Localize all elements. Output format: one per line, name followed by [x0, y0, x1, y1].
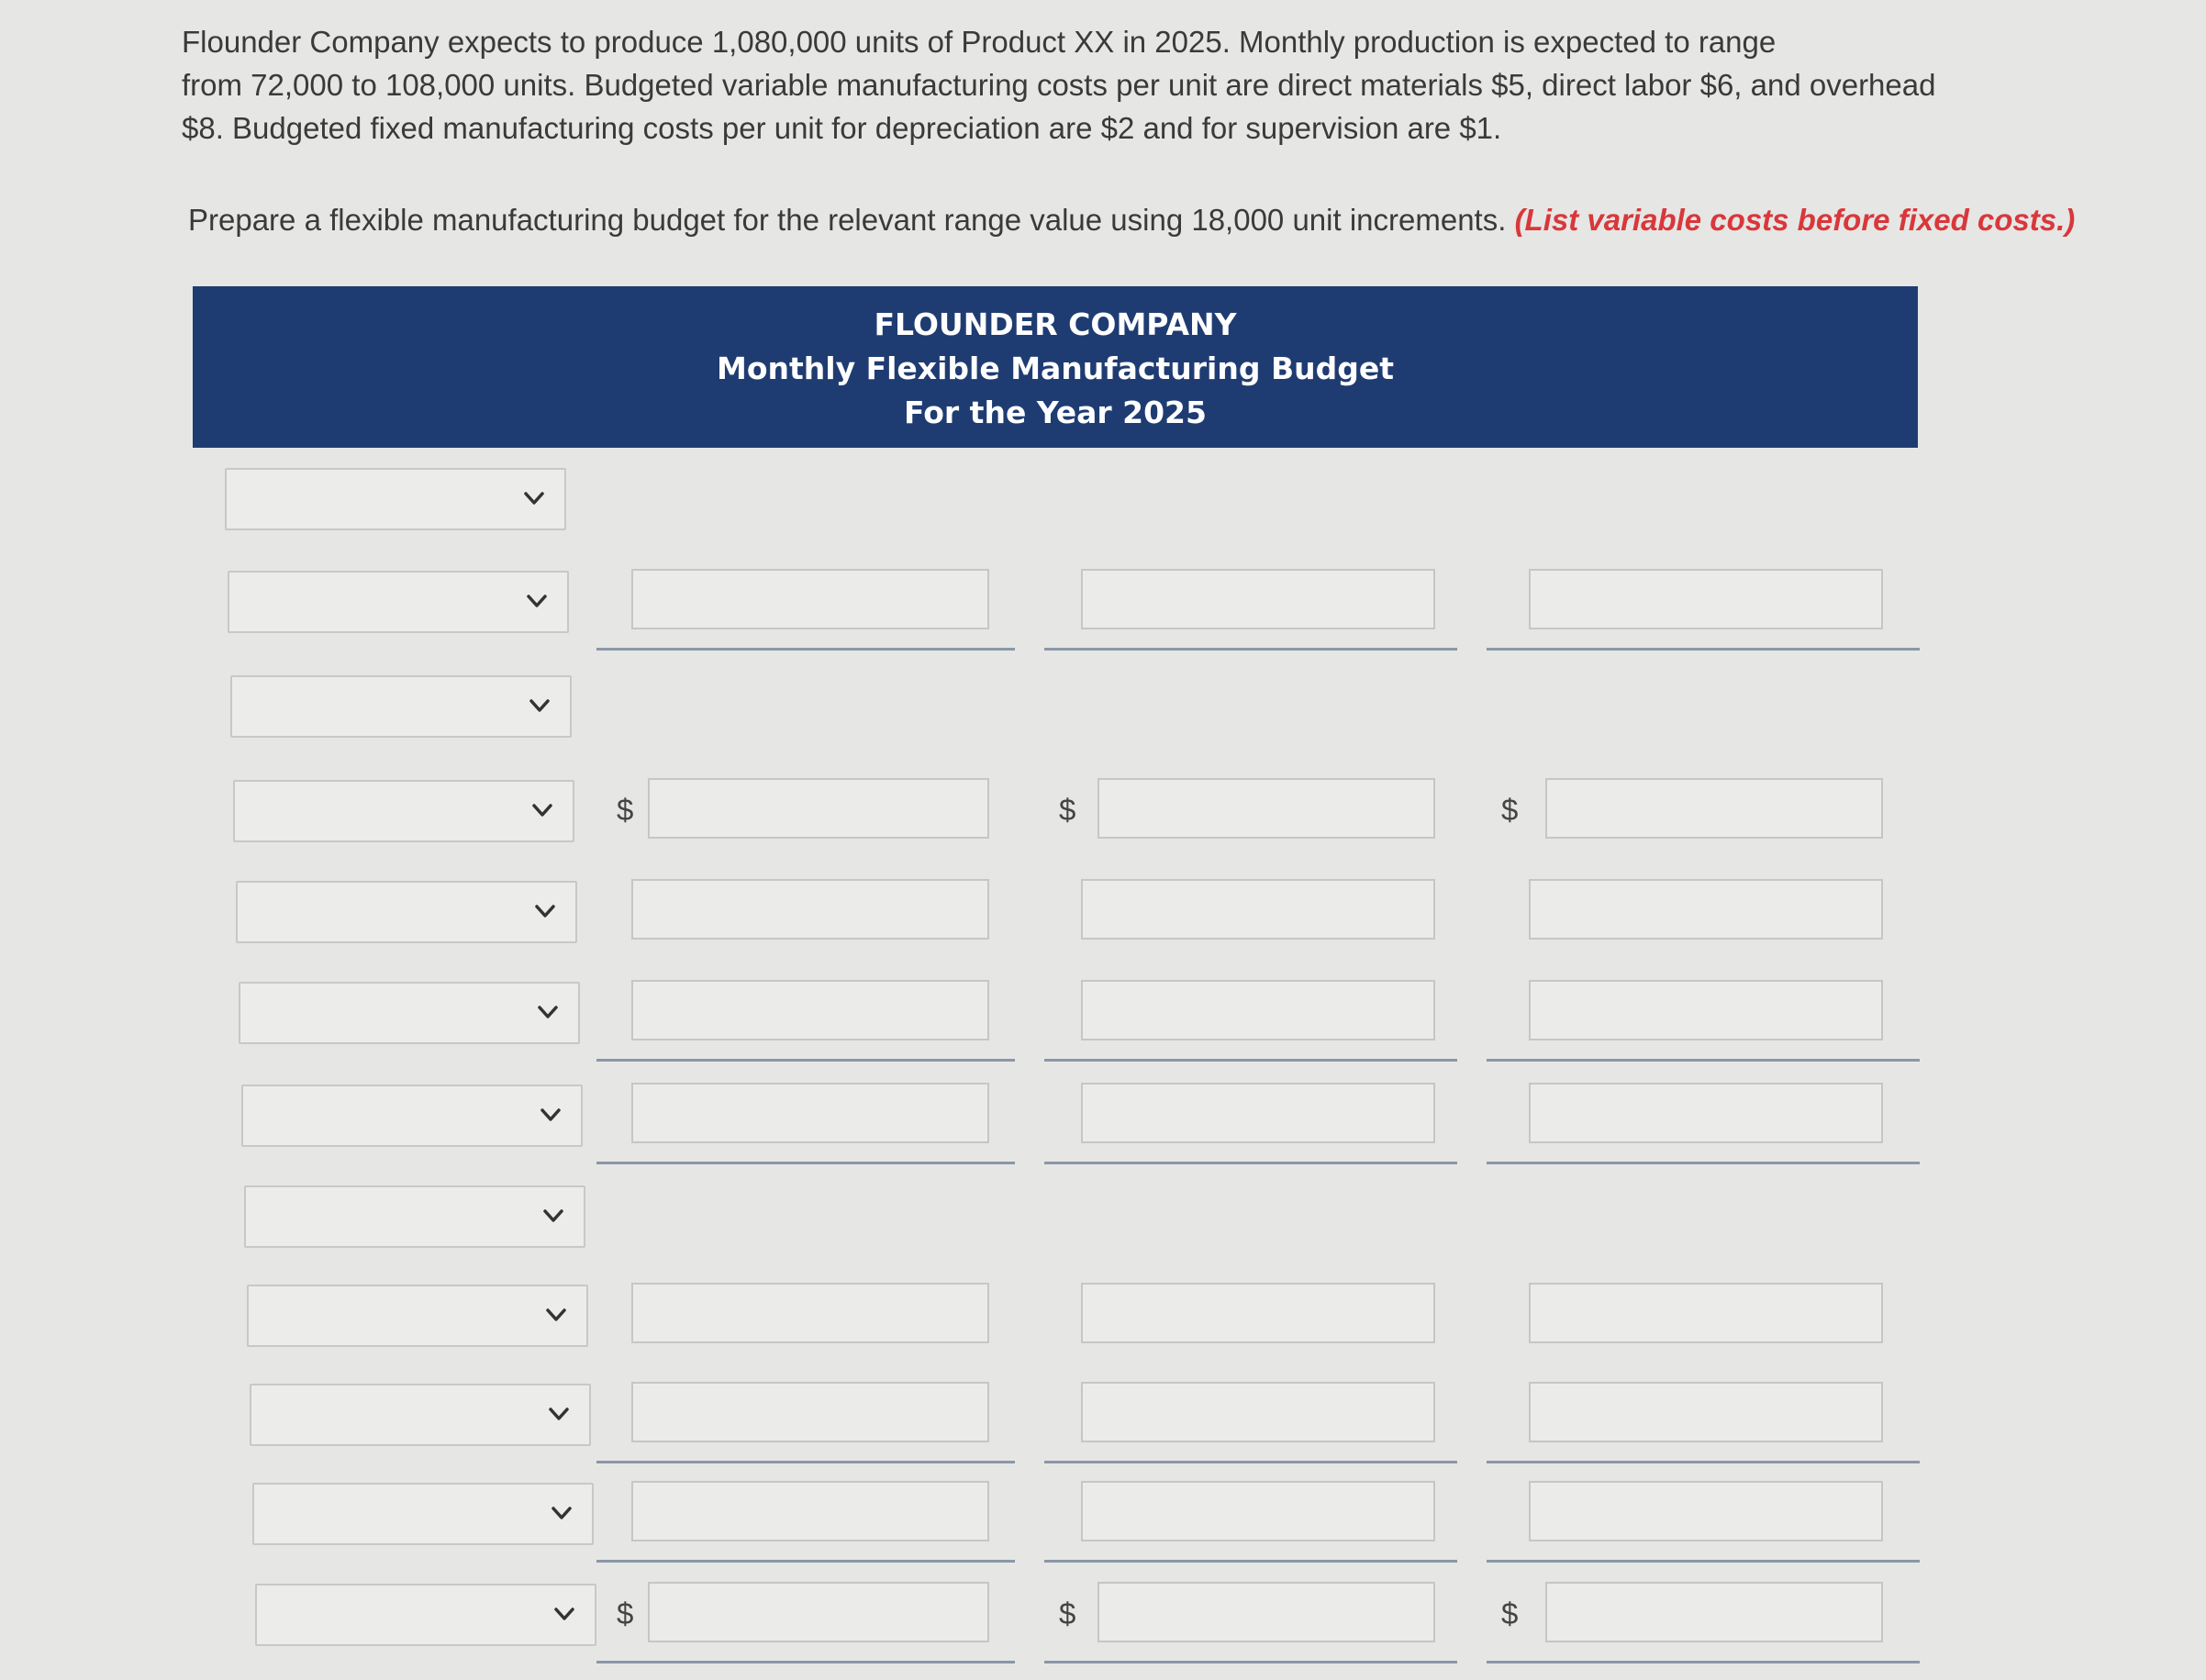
row-6-amount-input-3[interactable] [1529, 980, 1883, 1040]
row-4-label-select[interactable] [233, 780, 574, 842]
currency-symbol: $ [1059, 1597, 1076, 1630]
chevron-down-icon [545, 1400, 573, 1428]
total-rule [596, 1162, 1015, 1164]
chevron-down-icon [523, 587, 551, 615]
instruction [188, 198, 2161, 241]
row-12-amount-input-2[interactable] [1097, 1582, 1435, 1642]
total-rule [1487, 1059, 1920, 1062]
row-7-amount-input-1[interactable] [631, 1083, 989, 1143]
row-4-amount-input-2[interactable] [1097, 778, 1435, 839]
chevron-down-icon [537, 1101, 564, 1129]
row-10-amount-input-1[interactable] [631, 1382, 989, 1442]
row-11-amount-input-2[interactable] [1081, 1481, 1435, 1541]
instruction-hint: (List variable costs before fixed costs.) [1514, 203, 2076, 237]
row-2-amount-input-1[interactable] [631, 569, 989, 629]
row-12-amount-input-3[interactable] [1545, 1582, 1883, 1642]
total-rule [1044, 648, 1457, 651]
chevron-down-icon [529, 796, 556, 824]
chevron-down-icon [551, 1600, 578, 1628]
chevron-down-icon [520, 484, 548, 512]
total-rule [1487, 1560, 1920, 1563]
problem-statement [182, 20, 2072, 150]
chevron-down-icon [540, 1202, 567, 1229]
instruction-text: Prepare a flexible manufacturing budget for the relevant range value using 18,000 unit increments. [188, 203, 1515, 237]
row-2-amount-input-3[interactable] [1529, 569, 1883, 629]
row-10-amount-input-3[interactable] [1529, 1382, 1883, 1442]
total-rule [1044, 1661, 1457, 1663]
row-12-amount-input-1[interactable] [648, 1582, 989, 1642]
budget-header [193, 286, 1918, 448]
row-10-label-select[interactable] [250, 1384, 591, 1446]
total-rule [1487, 1461, 1920, 1463]
total-rule [596, 1059, 1015, 1062]
row-9-amount-input-1[interactable] [631, 1283, 989, 1343]
chevron-down-icon [542, 1301, 570, 1329]
row-4-amount-input-1[interactable] [648, 778, 989, 839]
row-11-amount-input-3[interactable] [1529, 1481, 1883, 1541]
row-7-amount-input-2[interactable] [1081, 1083, 1435, 1143]
currency-symbol: $ [1059, 793, 1076, 827]
problem-line-1: Flounder Company expects to produce 1,080,000 units of Product XX in 2025. Monthly production is expected to range [182, 25, 1777, 59]
chevron-down-icon [548, 1499, 575, 1527]
budget-period: For the Year 2025 [904, 395, 1207, 430]
row-4-amount-input-3[interactable] [1545, 778, 1883, 839]
row-9-amount-input-3[interactable] [1529, 1283, 1883, 1343]
row-5-amount-input-3[interactable] [1529, 879, 1883, 940]
chevron-down-icon [526, 692, 553, 719]
row-12-label-select[interactable] [255, 1584, 596, 1646]
row-5-amount-input-1[interactable] [631, 879, 989, 940]
row-6-amount-input-2[interactable] [1081, 980, 1435, 1040]
total-rule [1044, 1461, 1457, 1463]
row-9-amount-input-2[interactable] [1081, 1283, 1435, 1343]
total-rule [596, 648, 1015, 651]
row-6-amount-input-1[interactable] [631, 980, 989, 1040]
total-rule [596, 1461, 1015, 1463]
currency-symbol: $ [1501, 793, 1519, 827]
row-3-label-select[interactable] [230, 675, 572, 738]
row-11-amount-input-1[interactable] [631, 1481, 989, 1541]
chevron-down-icon [531, 897, 559, 925]
row-7-label-select[interactable] [241, 1085, 583, 1147]
problem-line-2: from 72,000 to 108,000 units. Budgeted variable manufacturing costs per unit are direct materials $5, direct labor $6, and overhead [182, 68, 1936, 102]
row-7-amount-input-3[interactable] [1529, 1083, 1883, 1143]
row-10-amount-input-2[interactable] [1081, 1382, 1435, 1442]
total-rule [1044, 1560, 1457, 1563]
company-name: FLOUNDER COMPANY [874, 306, 1237, 342]
row-2-label-select[interactable] [228, 571, 569, 633]
row-6-label-select[interactable] [239, 982, 580, 1044]
row-8-label-select[interactable] [244, 1185, 585, 1248]
chevron-down-icon [534, 998, 562, 1026]
row-11-label-select[interactable] [252, 1483, 594, 1545]
problem-line-3: $8. Budgeted fixed manufacturing costs per unit for depreciation are $2 and for supervision are $1. [182, 111, 1502, 145]
total-rule [596, 1661, 1015, 1663]
total-rule [1487, 1162, 1920, 1164]
currency-symbol: $ [1501, 1597, 1519, 1630]
row-5-amount-input-2[interactable] [1081, 879, 1435, 940]
total-rule [596, 1560, 1015, 1563]
total-rule [1044, 1162, 1457, 1164]
budget-title: Monthly Flexible Manufacturing Budget [716, 350, 1394, 386]
total-rule [1487, 648, 1920, 651]
currency-symbol: $ [617, 1597, 634, 1630]
total-rule [1044, 1059, 1457, 1062]
total-rule [1487, 1661, 1920, 1663]
row-1-label-select[interactable] [225, 468, 566, 530]
row-9-label-select[interactable] [247, 1285, 588, 1347]
currency-symbol: $ [617, 793, 634, 827]
row-5-label-select[interactable] [236, 881, 577, 943]
row-2-amount-input-2[interactable] [1081, 569, 1435, 629]
